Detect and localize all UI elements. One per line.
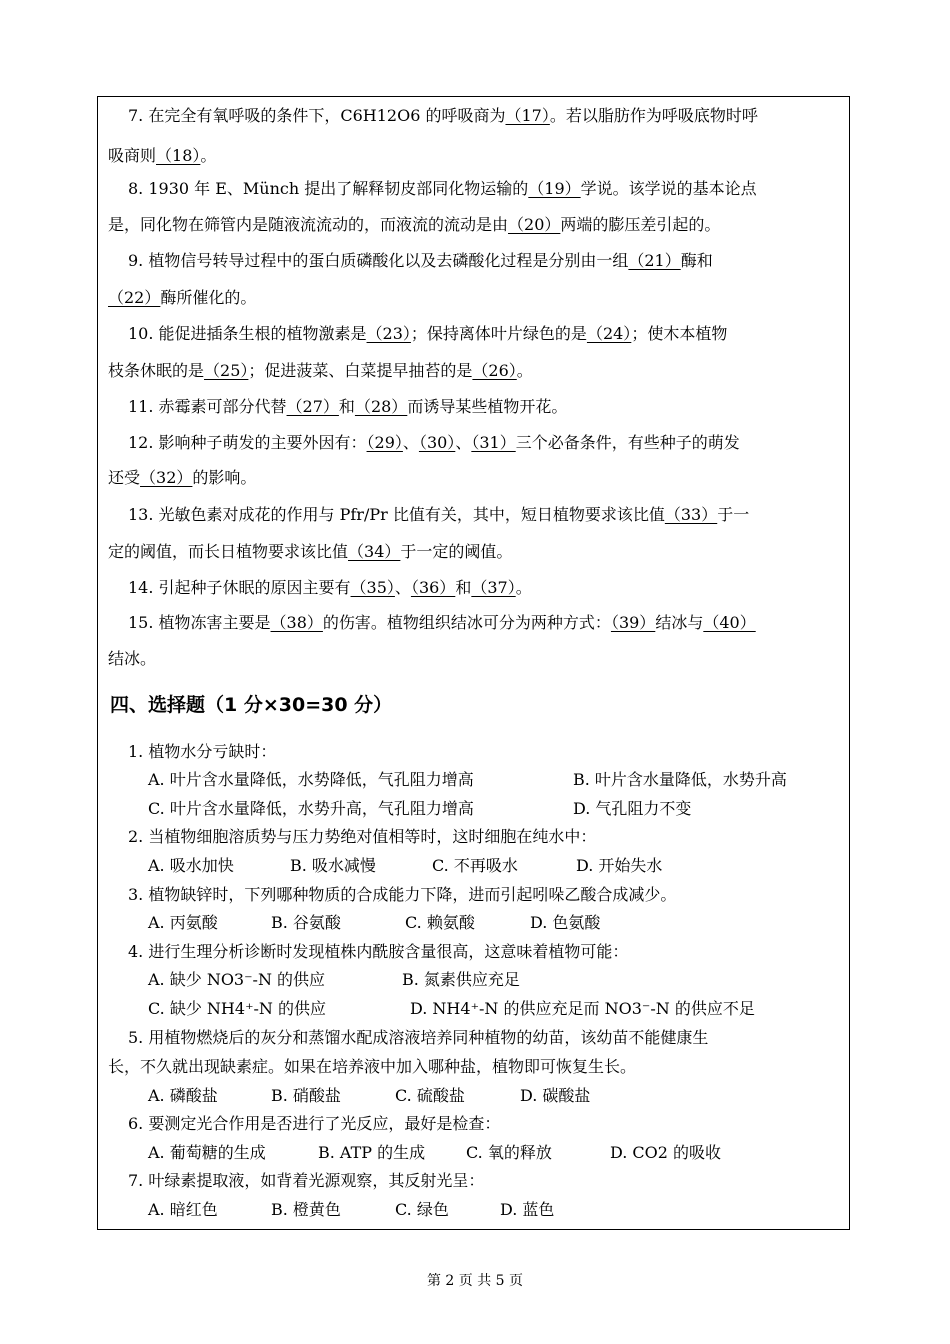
blank-33: （33） — [664, 505, 718, 524]
mc6-option-d: D. CO2 的吸收 — [610, 1143, 722, 1162]
mc2-option-c: C. 不再吸水 — [432, 856, 518, 875]
mc1-option-d: D. 气孔阻力不变 — [573, 799, 692, 818]
blank-22: （22） — [108, 288, 161, 307]
blank-21: （21） — [628, 251, 681, 270]
mc4-option-a: A. 缺少 NO3⁻-N 的供应 — [148, 970, 326, 989]
q8-line2: 是，同化物在筛管内是随液流流动的，而液流的流动是由（20）两端的膨压差引起的。 — [108, 215, 721, 234]
q9-line2: （22）酶所催化的。 — [108, 288, 257, 307]
mc3-option-d: D. 色氨酸 — [530, 913, 601, 932]
blank-38: （38） — [270, 613, 323, 632]
blank-32: （32） — [140, 468, 193, 487]
mc7-option-c: C. 绿色 — [395, 1200, 449, 1219]
mc3-option-a: A. 丙氨酸 — [148, 913, 218, 932]
mc5-option-d: D. 碳酸盐 — [520, 1086, 591, 1105]
mc7-option-a: A. 暗红色 — [148, 1200, 218, 1219]
section-title: 四、选择题（1 分×30=30 分） — [110, 694, 393, 716]
mc7-option-d: D. 蓝色 — [500, 1200, 555, 1219]
blank-36: （36） — [410, 578, 456, 597]
mc6-option-b: B. ATP 的生成 — [318, 1143, 426, 1162]
blank-23: （23） — [366, 324, 411, 343]
blank-37: （37） — [471, 578, 516, 597]
mc7-option-b: B. 橙黄色 — [271, 1200, 341, 1219]
blank-35: （35） — [350, 578, 395, 597]
q14-line1: 14. 引起种子休眠的原因主要有（35）、（36）和（37）。 — [128, 578, 532, 597]
q15-line2: 结冰。 — [108, 649, 157, 668]
blank-18: （18） — [156, 146, 201, 165]
mc7-stem: 7. 叶绿素提取液，如背着光源观察，其反射光呈： — [128, 1171, 485, 1190]
mc1-option-b: B. 叶片含水量降低，水势升高 — [573, 770, 787, 789]
mc1-option-c: C. 叶片含水量降低，水势升高，气孔阻力增高 — [148, 799, 474, 818]
q13-line1: 13. 光敏色素对成花的作用与 Pfr/Pr 比值有关，其中，短日植物要求该比值（33）于一 — [128, 505, 750, 524]
page-footer: 第 2 页 共 5 页 — [426, 1273, 524, 1289]
blank-30: （30） — [418, 433, 456, 452]
blank-34: （34） — [348, 542, 401, 561]
mc4-option-b: B. 氮素供应充足 — [402, 970, 520, 989]
blank-31: （31） — [471, 433, 516, 452]
q9-line1: 9. 植物信号转导过程中的蛋白质磷酸化以及去磷酸化过程是分别由一组（21）酶和 — [128, 251, 713, 270]
mc6-stem: 6. 要测定光合作用是否进行了光反应，最好是检查： — [128, 1114, 501, 1133]
mc1-option-a: A. 叶片含水量降低，水势降低，气孔阻力增高 — [148, 770, 474, 789]
blank-28: （28） — [354, 397, 408, 416]
q15-line1: 15. 植物冻害主要是（38）的伤害。植物组织结冰可分为两种方式：（39）结冰与（40） — [128, 613, 756, 632]
q7-line1: 7. 在完全有氧呼吸的条件下，C6H12O6 的呼吸商为（17）。若以脂肪作为呼吸底物时呼 — [128, 106, 758, 125]
mc2-option-d: D. 开始失水 — [576, 856, 663, 875]
blank-29: （29） — [366, 433, 403, 452]
q8-line1: 8. 1930 年 E、Münch 提出了解释韧皮部同化物运输的（19）学说。该学说的基本论点 — [128, 179, 757, 198]
blank-20: （20） — [508, 215, 561, 234]
q10-line1: 10. 能促进插条生根的植物激素是（23）；保持离体叶片绿色的是（24）；使木本植物 — [128, 324, 728, 343]
blank-17: （17） — [505, 106, 550, 125]
q12-line2: 还受（32）的影响。 — [108, 468, 257, 487]
q13-line2: 定的阈值，而长日植物要求该比值（34）于一定的阈值。 — [108, 542, 513, 561]
q12-line1: 12. 影响种子萌发的主要外因有：（29）、（30）、（31）三个必备条件，有些种子的萌发 — [128, 433, 740, 452]
mc4-option-d: D. NH4⁺-N 的供应充足而 NO3⁻-N 的供应不足 — [410, 999, 755, 1018]
mc5-option-b: B. 硝酸盐 — [271, 1086, 341, 1105]
blank-19: （19） — [528, 179, 581, 198]
q10-line2: 枝条休眠的是（25）；促进菠菜、白菜提早抽苔的是（26）。 — [108, 361, 533, 380]
blank-40: （40） — [703, 613, 756, 632]
mc6-option-a: A. 葡萄糖的生成 — [148, 1143, 266, 1162]
mc3-stem: 3. 植物缺锌时，下列哪种物质的合成能力下降，进而引起吲哚乙酸合成减少。 — [128, 885, 677, 904]
mc5-stem-cont: 长，不久就出现缺素症。如果在培养液中加入哪种盐，植物即可恢复生长。 — [108, 1057, 637, 1076]
mc4-option-c: C. 缺少 NH4⁺-N 的供应 — [148, 999, 327, 1018]
blank-39: （39） — [610, 613, 656, 632]
blank-24: （24） — [586, 324, 632, 343]
blank-25: （25） — [204, 361, 249, 380]
mc5-option-a: A. 磷酸盐 — [148, 1086, 218, 1105]
mc3-option-c: C. 赖氨酸 — [405, 913, 475, 932]
mc6-option-c: C. 氧的释放 — [466, 1143, 552, 1162]
q11-line1: 11. 赤霉素可部分代替（27）和（28）而诱导某些植物开花。 — [128, 397, 568, 416]
q7-line2: 吸商则（18）。 — [108, 146, 217, 165]
mc3-option-b: B. 谷氨酸 — [271, 913, 341, 932]
mc1-stem: 1. 植物水分亏缺时： — [128, 742, 277, 761]
mc5-stem: 5. 用植物燃烧后的灰分和蒸馏水配成溶液培养同种植物的幼苗，该幼苗不能健康生 — [128, 1028, 709, 1047]
mc4-stem: 4. 进行生理分析诊断时发现植株内酰胺含量很高，这意味着植物可能： — [128, 942, 629, 961]
mc2-stem: 2. 当植物细胞溶质势与压力势绝对值相等时，这时细胞在纯水中： — [128, 827, 597, 846]
mc2-option-b: B. 吸水减慢 — [290, 856, 376, 875]
blank-26: （26） — [472, 361, 517, 380]
mc2-option-a: A. 吸水加快 — [148, 856, 234, 875]
blank-27: （27） — [286, 397, 339, 416]
mc5-option-c: C. 硫酸盐 — [395, 1086, 465, 1105]
